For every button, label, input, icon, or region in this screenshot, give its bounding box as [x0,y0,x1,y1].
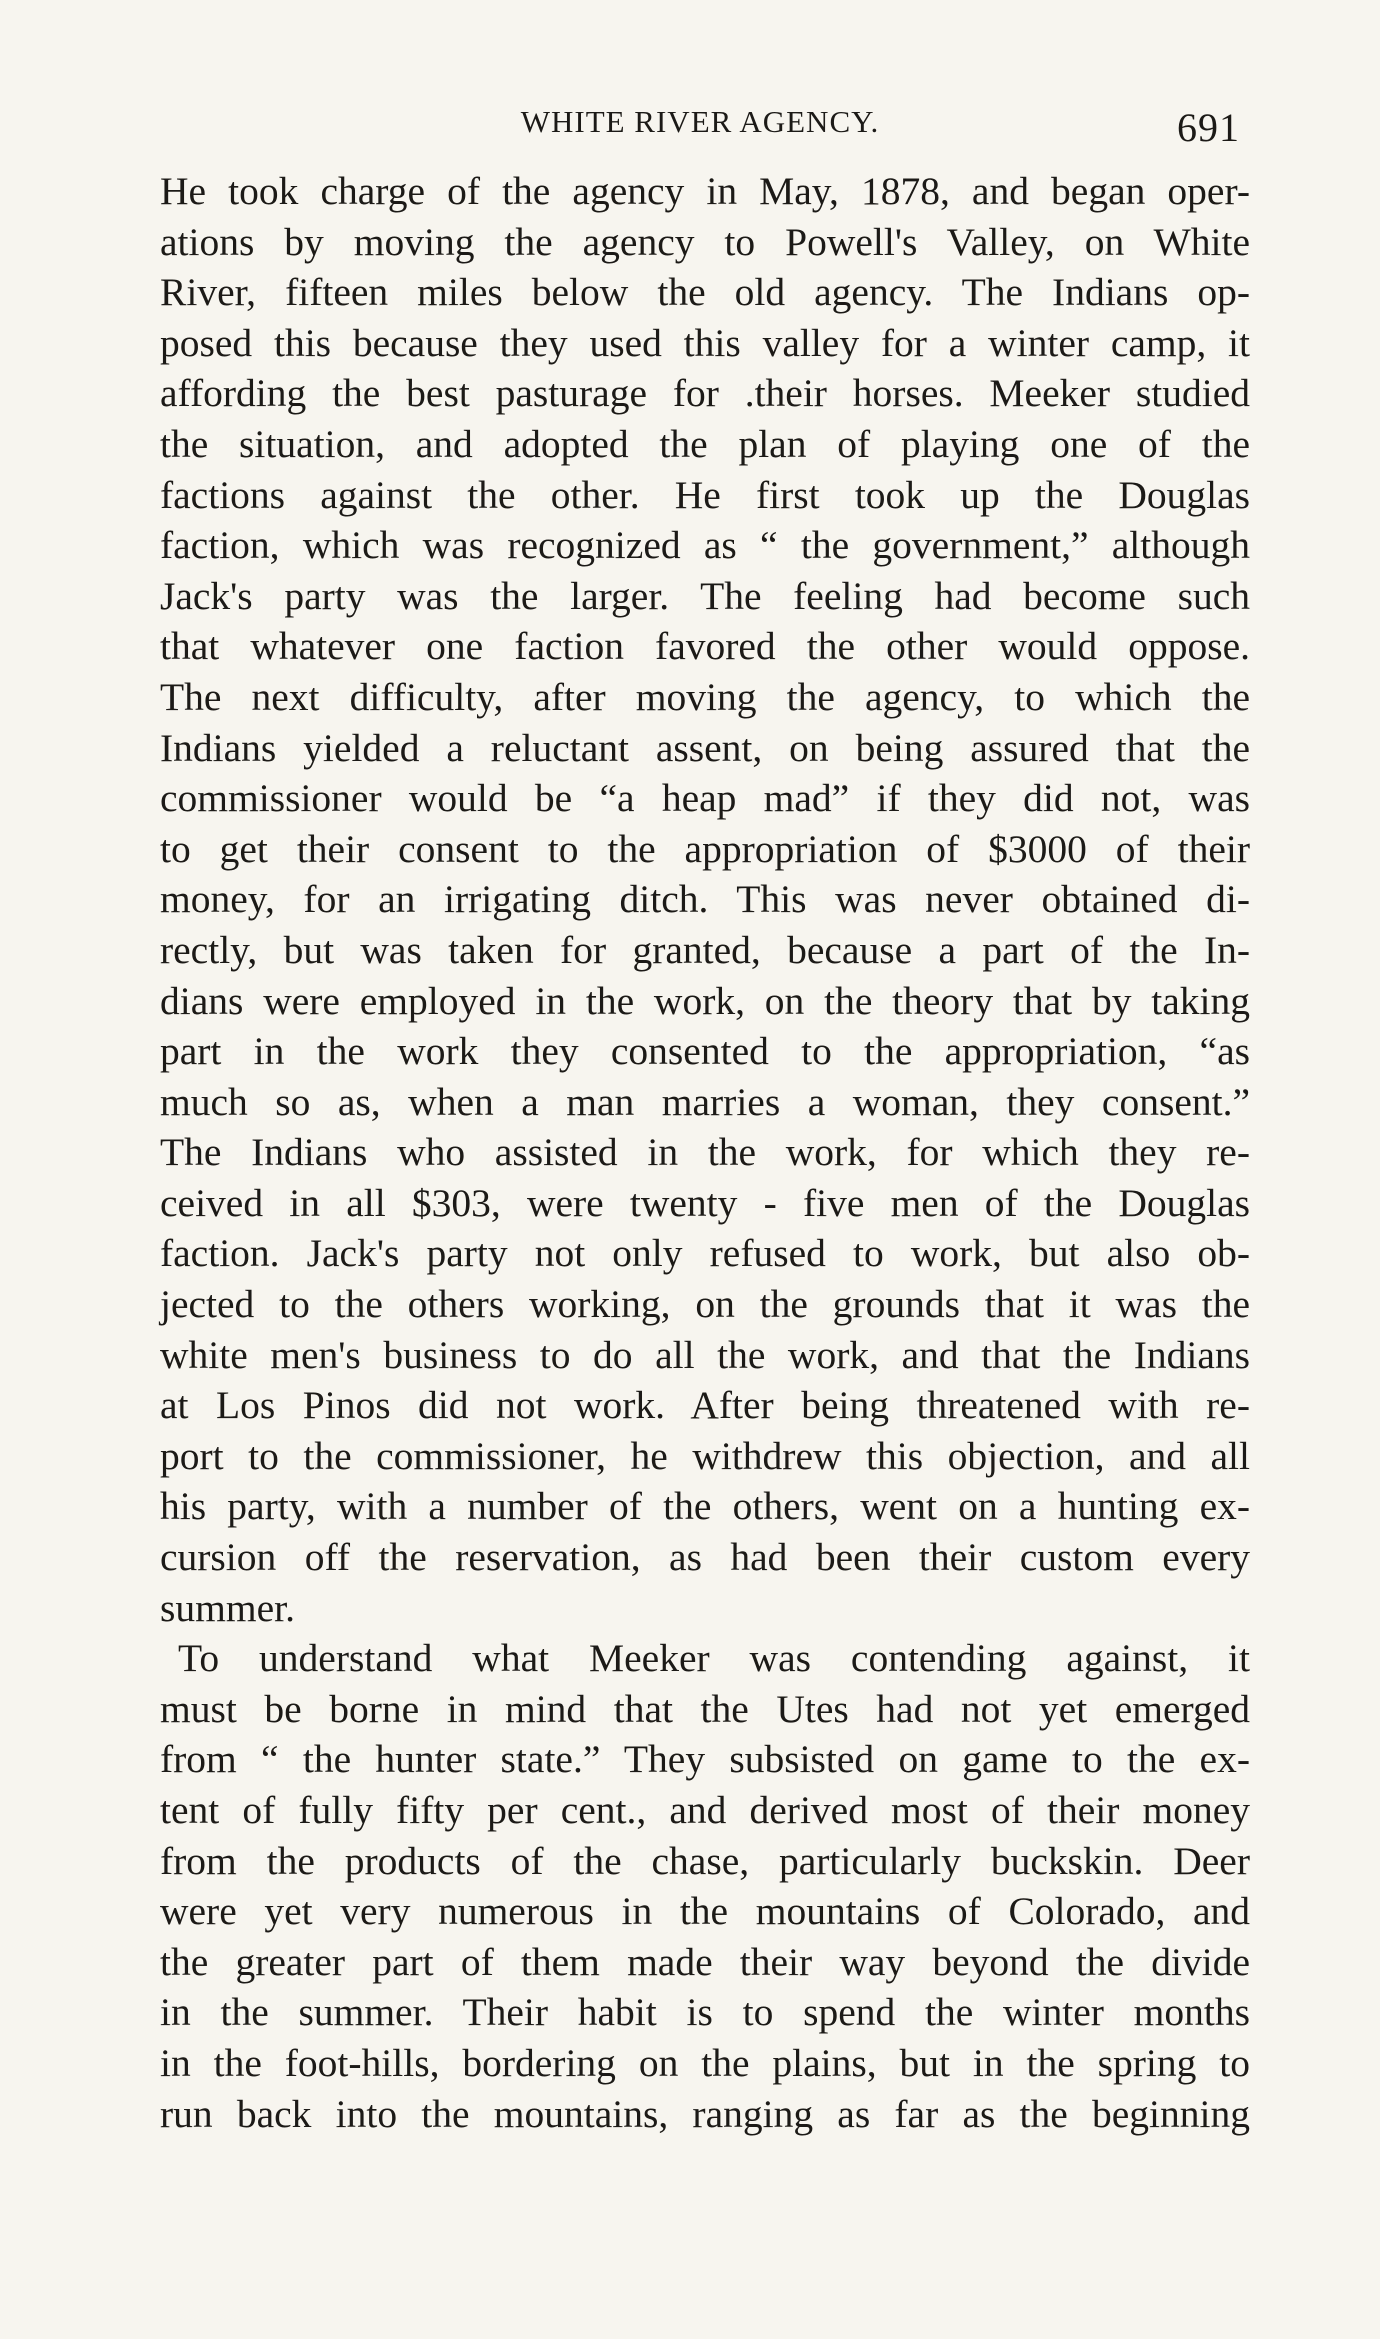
text-line: He took charge of the agency in May, 1878, and began oper- [160,169,1250,213]
text-line: that whatever one faction favored the other would oppose. [160,624,1250,669]
text-line: at Los Pinos did not work. After being threatened with re- [160,1383,1250,1428]
text-line: cursion off the reservation, as had been their custom every [160,1535,1250,1580]
text-line: were yet very numerous in the mountains of Colorado, and [160,1889,1250,1934]
text-line: white men's business to do all the work, and that the Indians [160,1332,1250,1377]
text-line: in the foot-hills, bordering on the plains, but in the spring to [160,2040,1250,2085]
text-line: ations by moving the agency to Powell's Valley, on White [160,219,1250,264]
text-line: part in the work they consented to the appropriation, “as [160,1029,1250,1074]
body-text [160,166,1250,2139]
text-line: The next difficulty, after moving the agency, to which the [160,674,1250,719]
text-line: factions against the other. He first took up the Douglas [160,472,1250,517]
text-line: money, for an irrigating ditch. This was never obtained di- [160,877,1250,922]
text-line: The Indians who assisted in the work, for which they re- [160,1130,1250,1175]
running-head: WHITE RIVER AGENCY. [520,104,880,139]
text-line: much so as, when a man marries a woman, they consent.” [160,1079,1250,1124]
text-line: the greater part of them made their way beyond the divide [160,1939,1250,1984]
text-line: his party, with a number of the others, went on a hunting ex- [160,1484,1250,1529]
text-line: faction. Jack's party not only refused to work, but also ob- [160,1231,1250,1276]
text-line: from the products of the chase, particularly buckskin. Deer [160,1838,1250,1883]
text-line: dians were employed in the work, on the theory that by taking [160,978,1250,1023]
text-line: Indians yielded a reluctant assent, on being assured that the [160,725,1250,770]
page-header [160,104,1240,154]
text-line: posed this because they used this valley for a winter camp, it [160,320,1250,365]
text-line: rectly, but was taken for granted, because a part of the In- [160,927,1250,972]
text-line: ceived in all $303, were twenty - five men of the Douglas [160,1180,1250,1225]
text-line: affording the best pasturage for .their horses. Meeker studied [160,371,1250,416]
text-line-paragraph-start: To understand what Meeker was contending against, it [178,1636,1250,1681]
text-line: the situation, and adopted the plan of playing one of the [160,421,1250,466]
text-line: River, fifteen miles below the old agency. The Indians op- [160,270,1250,315]
text-line: to get their consent to the appropriation of $3000 of their [160,826,1250,871]
text-line: faction, which was recognized as “ the government,” although [160,523,1250,568]
text-line: port to the commissioner, he withdrew this objection, and all [160,1433,1250,1478]
text-line: run back into the mountains, ranging as far as the beginning [160,2091,1250,2136]
text-line-paragraph-end: summer. [160,1585,295,1630]
text-line: commissioner would be “a heap mad” if they did not, was [160,776,1250,821]
text-line: Jack's party was the larger. The feeling had become such [160,573,1250,618]
text-line: must be borne in mind that the Utes had not yet emerged [160,1686,1250,1731]
text-line: from “ the hunter state.” They subsisted on game to the ex- [160,1737,1250,1782]
page-number: 691 [1177,105,1240,150]
text-line: in the summer. Their habit is to spend the winter months [160,1990,1250,2035]
text-line: tent of fully fifty per cent., and derived most of their money [160,1788,1250,1832]
text-line: jected to the others working, on the grounds that it was the [160,1282,1250,1327]
